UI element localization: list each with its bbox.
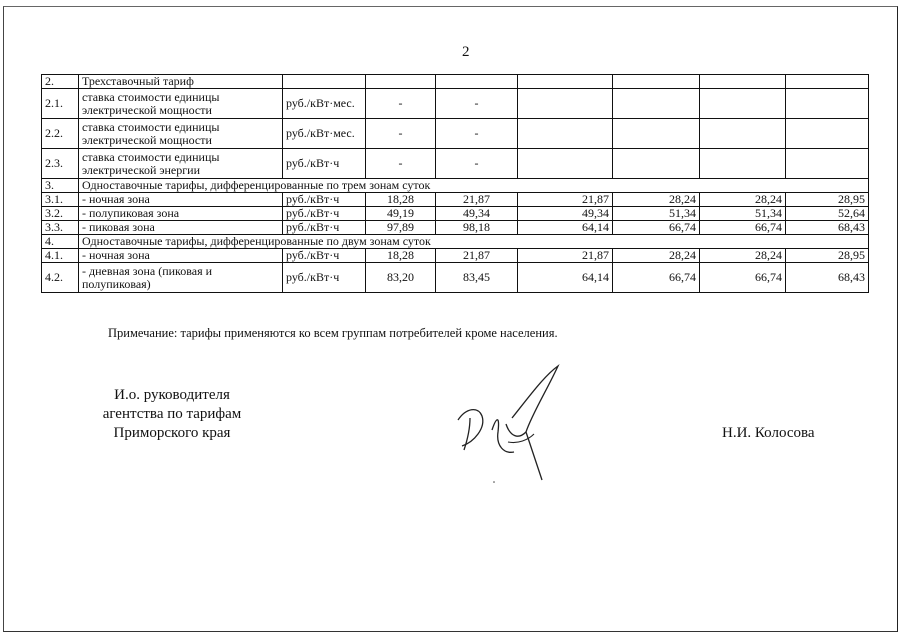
note-text: Примечание: тарифы применяются ко всем группам потребителей кроме населения. <box>108 326 558 340</box>
tariff-name: ставка стоимости единицы электрической энергии <box>79 149 283 179</box>
tariff-value: 21,87 <box>436 249 518 263</box>
table-row <box>42 149 869 179</box>
tariff-value <box>613 89 700 119</box>
tariff-value: 68,43 <box>786 221 869 235</box>
tariff-value: 98,18 <box>436 221 518 235</box>
tariff-name: - ночная зона <box>79 249 283 263</box>
tariff-value: 21,87 <box>436 193 518 207</box>
table-row <box>42 221 869 235</box>
tariff-value: 97,89 <box>366 221 436 235</box>
row-number: 2.2. <box>42 119 79 149</box>
tariff-unit: руб./кВт·ч <box>283 149 366 179</box>
tariff-value: 49,34 <box>436 207 518 221</box>
tariff-name: ставка стоимости единицы электрической мощности <box>79 119 283 149</box>
tariff-unit: руб./кВт·ч <box>283 193 366 207</box>
tariff-unit: руб./кВт·ч <box>283 249 366 263</box>
tariff-value: 18,28 <box>366 193 436 207</box>
row-number: 4.2. <box>42 263 79 293</box>
tariff-value: 28,24 <box>700 193 786 207</box>
tariff-value: - <box>436 149 518 179</box>
tariff-value <box>436 75 518 89</box>
tariff-value: 64,14 <box>518 221 613 235</box>
tariff-value <box>786 75 869 89</box>
table-row <box>42 193 869 207</box>
tariff-value <box>613 75 700 89</box>
tariff-value: 66,74 <box>613 221 700 235</box>
tariff-unit: руб./кВт·мес. <box>283 119 366 149</box>
tariff-value: 66,74 <box>700 221 786 235</box>
tariff-unit: руб./кВт·ч <box>283 263 366 293</box>
tariff-value <box>518 89 613 119</box>
table-row <box>42 263 869 293</box>
tariff-value <box>700 89 786 119</box>
tariff-table <box>41 74 869 293</box>
signatory-position-line: агентства по тарифам <box>102 406 242 422</box>
tariff-value <box>518 75 613 89</box>
row-number: 2. <box>42 75 79 89</box>
tariff-value <box>518 119 613 149</box>
tariff-value <box>700 149 786 179</box>
tariff-value: 51,34 <box>700 207 786 221</box>
tariff-unit: руб./кВт·ч <box>283 207 366 221</box>
tariff-name: - пиковая зона <box>79 221 283 235</box>
table-row <box>42 207 869 221</box>
tariff-name: - дневная зона (пиковая и полупиковая) <box>79 263 283 293</box>
signatory-position-line: И.о. руководителя <box>114 387 230 403</box>
row-number: 2.3. <box>42 149 79 179</box>
tariff-value <box>786 149 869 179</box>
tariff-value: 49,34 <box>518 207 613 221</box>
handwritten-signature <box>448 358 568 488</box>
tariff-value <box>786 119 869 149</box>
row-number: 4. <box>42 235 79 249</box>
tariff-value: - <box>366 119 436 149</box>
tariff-value: 21,87 <box>518 193 613 207</box>
tariff-value: 49,19 <box>366 207 436 221</box>
table-row <box>42 179 869 193</box>
tariff-value: 28,24 <box>613 193 700 207</box>
tariff-value: 28,24 <box>700 249 786 263</box>
tariff-unit <box>283 75 366 89</box>
tariff-value: 52,64 <box>786 207 869 221</box>
signatory-position <box>82 386 262 443</box>
tariff-value: 66,74 <box>613 263 700 293</box>
section-title: Одноставочные тарифы, дифференцированные по двум зонам суток <box>79 235 869 249</box>
tariff-name: - ночная зона <box>79 193 283 207</box>
tariff-value <box>786 89 869 119</box>
tariff-unit: руб./кВт·ч <box>283 221 366 235</box>
tariff-value: - <box>366 89 436 119</box>
row-number: 2.1. <box>42 89 79 119</box>
row-number: 3.2. <box>42 207 79 221</box>
tariff-value: 68,43 <box>786 263 869 293</box>
tariff-table-body <box>42 75 869 293</box>
tariff-value: 28,95 <box>786 249 869 263</box>
tariff-value: 64,14 <box>518 263 613 293</box>
signatory-name: Н.И. Колосова <box>722 425 815 441</box>
section-title: Одноставочные тарифы, дифференцированные по трем зонам суток <box>79 179 869 193</box>
tariff-value <box>700 75 786 89</box>
tariff-value: - <box>366 149 436 179</box>
tariff-value: 21,87 <box>518 249 613 263</box>
tariff-unit: руб./кВт·мес. <box>283 89 366 119</box>
signatory-position-line: Приморского края <box>113 425 231 441</box>
tariff-value: 83,45 <box>436 263 518 293</box>
tariff-value <box>518 149 613 179</box>
tariff-value: 51,34 <box>613 207 700 221</box>
tariff-name: Трехставочный тариф <box>79 75 283 89</box>
tariff-value <box>613 119 700 149</box>
tariff-value: 28,24 <box>613 249 700 263</box>
row-number: 3. <box>42 179 79 193</box>
row-number: 3.1. <box>42 193 79 207</box>
table-row <box>42 89 869 119</box>
tariff-value <box>366 75 436 89</box>
tariff-value: 66,74 <box>700 263 786 293</box>
page-number: 2 <box>462 44 470 60</box>
table-row <box>42 75 869 89</box>
tariff-name: - полупиковая зона <box>79 207 283 221</box>
tariff-name: ставка стоимости единицы электрической мощности <box>79 89 283 119</box>
tariff-value: 83,20 <box>366 263 436 293</box>
table-row <box>42 235 869 249</box>
tariff-value: - <box>436 119 518 149</box>
tariff-value: 18,28 <box>366 249 436 263</box>
table-row <box>42 119 869 149</box>
tariff-value <box>700 119 786 149</box>
table-row <box>42 249 869 263</box>
tariff-value: - <box>436 89 518 119</box>
row-number: 3.3. <box>42 221 79 235</box>
row-number: 4.1. <box>42 249 79 263</box>
tariff-value <box>613 149 700 179</box>
tariff-value: 28,95 <box>786 193 869 207</box>
